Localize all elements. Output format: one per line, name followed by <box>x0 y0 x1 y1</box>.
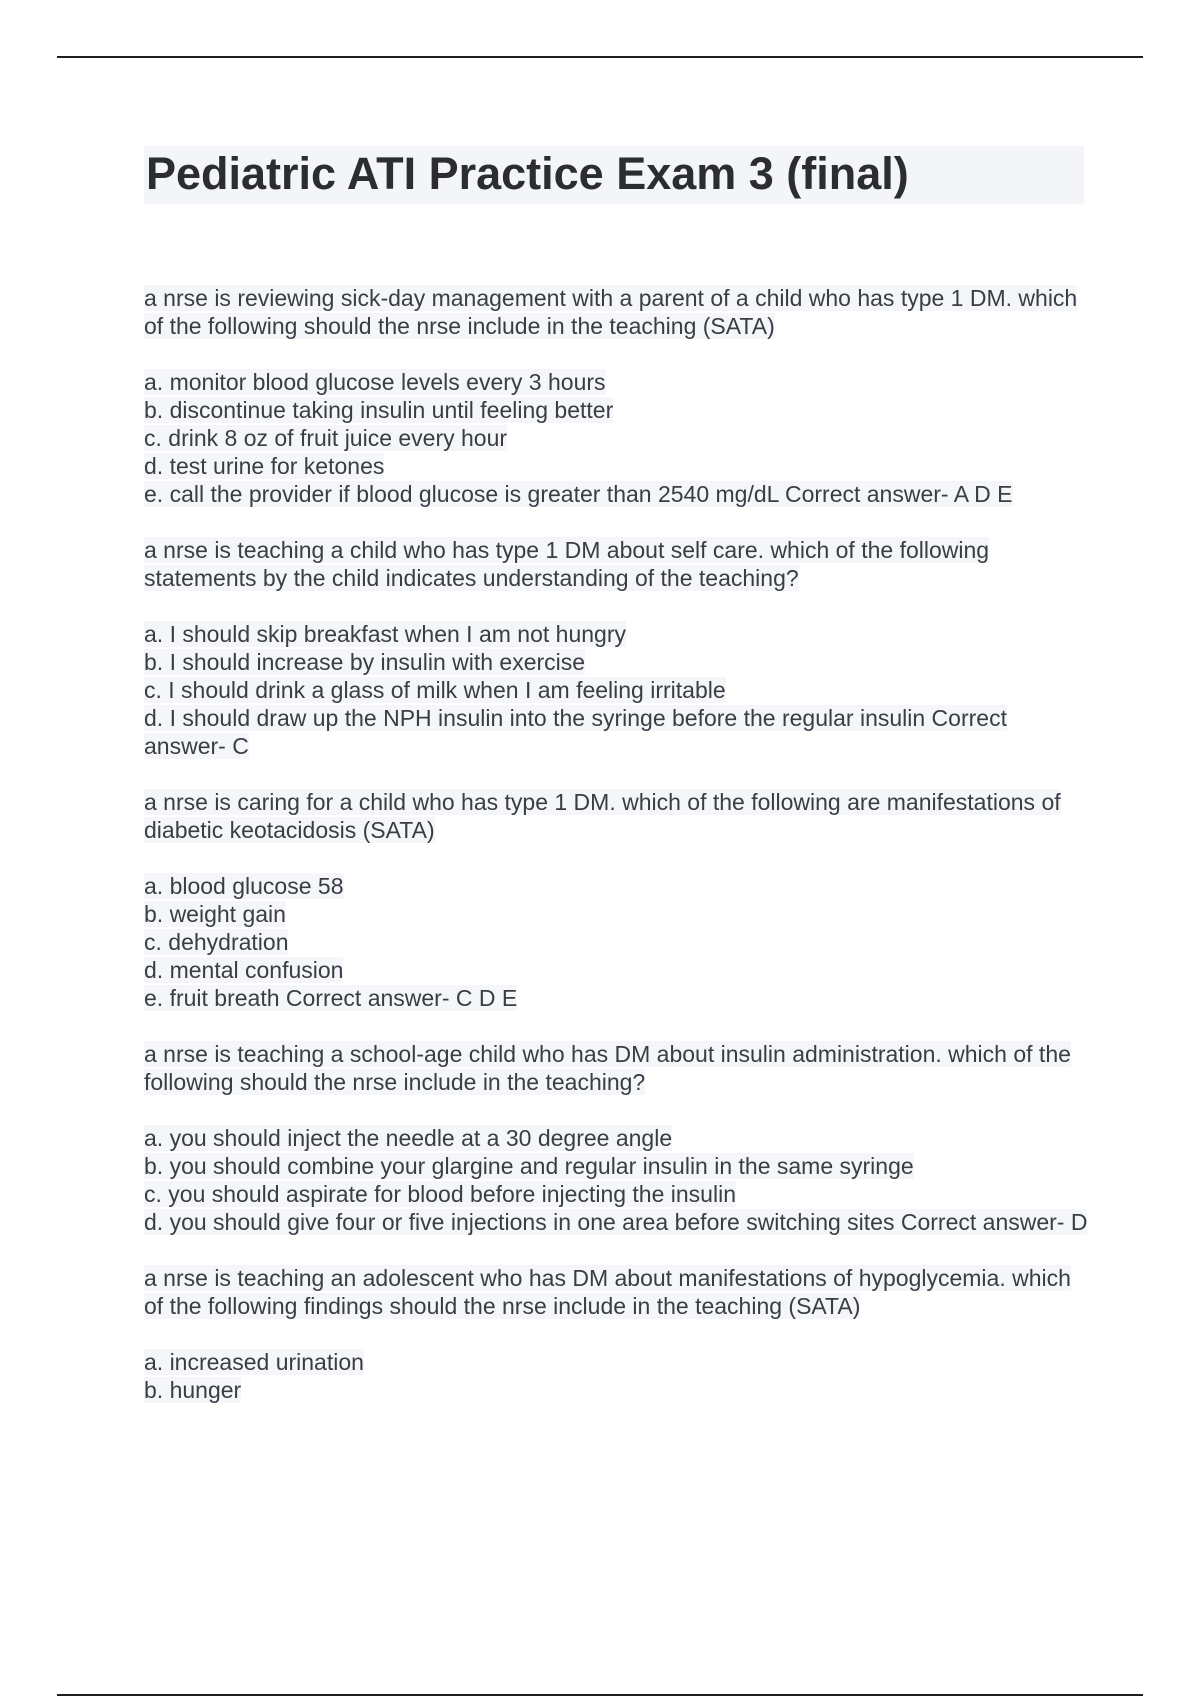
option-item: b. I should increase by insulin with exercise <box>144 649 586 675</box>
option-list <box>144 1124 1094 1236</box>
option-item: d. I should draw up the NPH insulin into the syringe before the regular insulin Correct answer- C <box>144 705 1007 759</box>
option-list <box>144 872 1094 1012</box>
option-list <box>144 620 1094 760</box>
question-5 <box>144 1264 1094 1404</box>
option-item: d. you should give four or five injections in one area before switching sites Correct answer- D <box>144 1209 1088 1235</box>
title-block <box>144 146 1084 204</box>
question-1 <box>144 284 1094 508</box>
question-2 <box>144 536 1094 760</box>
option-item: c. I should drink a glass of milk when I am feeling irritable <box>144 677 726 703</box>
question-list <box>144 284 1094 1404</box>
option-item: b. discontinue taking insulin until feeling better <box>144 397 614 423</box>
question-stem: a nrse is teaching a school-age child who has DM about insulin administration. which of the following should the nrse include in the teaching? <box>144 1041 1071 1095</box>
option-item: b. you should combine your glargine and regular insulin in the same syringe <box>144 1153 914 1179</box>
option-item: a. I should skip breakfast when I am not hungry <box>144 621 626 647</box>
question-stem: a nrse is reviewing sick-day management with a parent of a child who has type 1 DM. which of the following should the nrse include in the teaching (SATA) <box>144 285 1078 339</box>
top-rule <box>57 56 1143 58</box>
option-item: a. blood glucose 58 <box>144 873 344 899</box>
option-item: b. hunger <box>144 1377 242 1403</box>
option-item: b. weight gain <box>144 901 286 927</box>
question-stem: a nrse is teaching an adolescent who has DM about manifestations of hypoglycemia. which of the following findings should the nrse include in the teaching (SATA) <box>144 1265 1071 1319</box>
option-list <box>144 1348 1094 1404</box>
document-body <box>144 146 1094 1432</box>
option-item: d. mental confusion <box>144 957 344 983</box>
question-stem: a nrse is teaching a child who has type 1 DM about self care. which of the following statements by the child indicates understanding of the teaching? <box>144 537 990 591</box>
option-item: a. you should inject the needle at a 30 degree angle <box>144 1125 673 1151</box>
option-item: e. fruit breath Correct answer- C D E <box>144 985 518 1011</box>
page-title: Pediatric ATI Practice Exam 3 (final) <box>146 148 909 199</box>
bottom-rule <box>57 1694 1143 1696</box>
option-list <box>144 368 1094 508</box>
option-item: c. drink 8 oz of fruit juice every hour <box>144 425 508 451</box>
option-item: d. test urine for ketones <box>144 453 385 479</box>
question-stem: a nrse is caring for a child who has type 1 DM. which of the following are manifestations of diabetic keotacidosis (SATA) <box>144 789 1061 843</box>
option-item: a. increased urination <box>144 1349 364 1375</box>
option-item: a. monitor blood glucose levels every 3 hours <box>144 369 606 395</box>
option-item: e. call the provider if blood glucose is greater than 2540 mg/dL Correct answer- A D E <box>144 481 1013 507</box>
option-item: c. dehydration <box>144 929 289 955</box>
option-item: c. you should aspirate for blood before injecting the insulin <box>144 1181 736 1207</box>
question-3 <box>144 788 1094 1012</box>
question-4 <box>144 1040 1094 1236</box>
